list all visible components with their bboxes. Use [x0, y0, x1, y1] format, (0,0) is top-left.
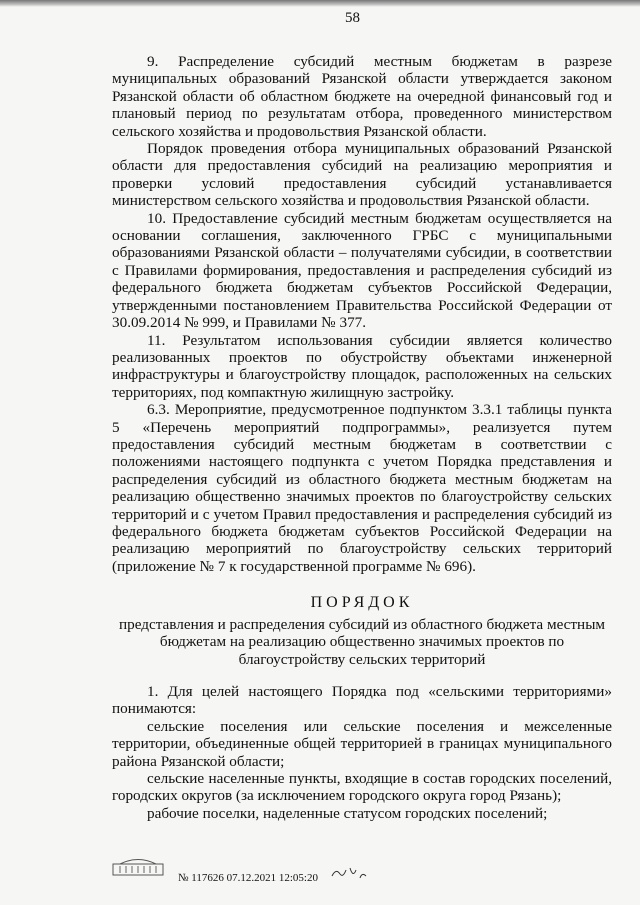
- building-stamp-icon: [112, 855, 164, 877]
- page-number: 58: [345, 10, 360, 26]
- registration-footer: № 117626 07.12.2021 12:05:20: [178, 872, 318, 884]
- scan-top-edge: [0, 0, 640, 7]
- body-text-upper: [112, 53, 612, 575]
- paragraph: 6.3. Мероприятие, предусмотренное подпунктом 3.3.1 таблицы пункта 5 «Перечень мероприятий подпрограммы», реализуется путем предоставления субсидий местным бюджетам в соответствии с положениями настоящего подпункта с учетом Порядка представления и распределения субсидий из областного бюджета местным бюджетам на реализацию общественно значимых проектов по благоустройству сельских территорий и с учетом Правил предоставления и распределения субсидий из федерального бюджета бюджетам субъектов Российской Федерации на реализацию мероприятий по благоустройству сельских территорий (приложение № 7 к государственной программе № 696).: [112, 401, 612, 575]
- section-title: ПОРЯДОК: [310, 594, 414, 611]
- paragraph: Порядок проведения отбора муниципальных образований Рязанской области для предоставления субсидий на реализацию мероприятия и проверки условий предоставления субсидий устанавливается министерством сельского хозяйства и продовольствия Рязанской области.: [112, 140, 612, 210]
- paragraph: рабочие поселки, наделенные статусом городских поселений;: [147, 804, 548, 822]
- body-text-lower: [112, 683, 612, 822]
- paragraph: 11. Результатом использования субсидии является количество реализованных проектов по обустройству объектами инженерной инфраструктуры и благоустройству площадок, расположенных на сельских территориях, под компактную жилищную застройку.: [112, 331, 612, 401]
- paragraph: 10. Предоставление субсидий местным бюджетам осуществляется на основании соглашения, заключенного ГРБС с муниципальными образованиями Рязанской области – получателями субсидии, в соответствии с Правилами формирования, предоставления и распределения субсидий из федерального бюджета бюджетам субъектов Российской Федерации, утвержденными постановлением Правительства Российской Федерации от 30.09.2014 № 999, и Правилами № 377.: [112, 209, 612, 332]
- paragraph: 9. Распределение субсидий местным бюджетам в разрезе муниципальных образований Рязанской области утверждается законом Рязанской области об областном бюджете на очередной финансовый год и плановый период по результатам отбора, проведенного министерством сельского хозяйства и продовольствия Рязанской области.: [112, 53, 612, 140]
- paragraph: сельские поселения или сельские поселения и межселенные территории, объединенные общей территорией в границах муниципального района Рязанской области;: [112, 717, 612, 770]
- paragraph: сельские населенные пункты, входящие в состав городских поселений, городских округов (за исключением городского округа город Рязань);: [112, 770, 612, 805]
- signature-mark: [330, 862, 370, 882]
- paragraph: 1. Для целей настоящего Порядка под «сельскими территориями» понимаются:: [112, 683, 612, 718]
- section-subtitle: представления и распределения субсидий из областного бюджета местным бюджетам на реализацию общественно значимых проектов по благоустройству сельских территорий: [118, 616, 606, 668]
